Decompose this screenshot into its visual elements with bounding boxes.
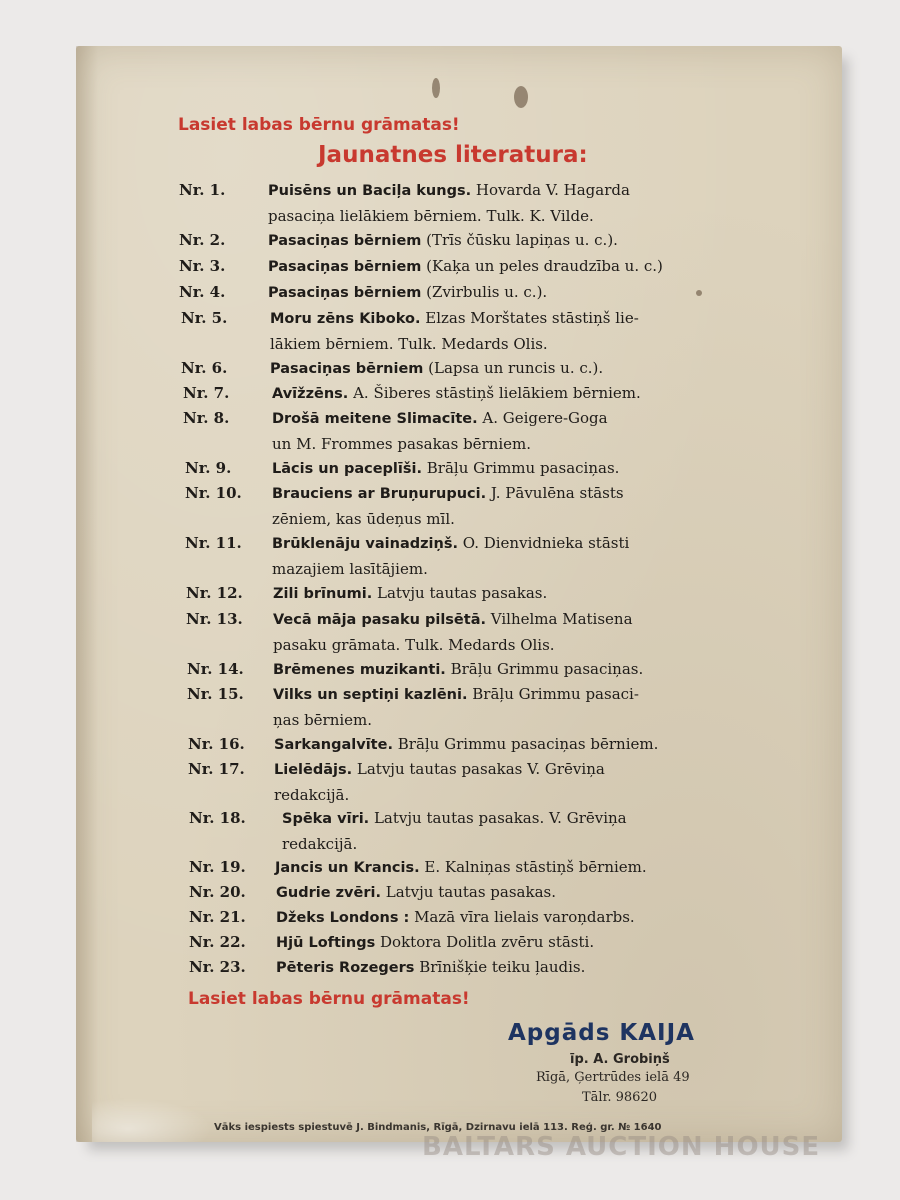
entry-title: Gudrie zvēri. <box>276 885 381 901</box>
entry-number: Nr. 8. <box>183 409 230 427</box>
entry-number: Nr. 4. <box>179 283 226 301</box>
entry-title: Vilks un septiņi kazlēni. <box>273 687 468 703</box>
entry-number: Nr. 16. <box>188 735 245 753</box>
page-heading: Jaunatnes literatura: <box>318 142 588 168</box>
entry-number: Nr. 10. <box>185 484 242 502</box>
entry-title: Drošā meitene Slimacīte. <box>272 411 478 427</box>
entry-title: Zili brīnumi. <box>273 586 373 602</box>
entry-title: Lielēdājs. <box>274 762 353 778</box>
entry-description: J. Pāvulēna stāsts <box>490 484 624 502</box>
entry-description: Latvju tautas pasakas V. Grēviņa <box>356 760 605 778</box>
entry-title: Lācis un paceplīši. <box>272 461 422 477</box>
entry-description: Vilhelma Matisena <box>490 610 633 628</box>
entry-number: Nr. 3. <box>179 257 226 275</box>
entry-number: Nr. 6. <box>181 359 228 377</box>
entry-number: Nr. 17. <box>188 760 245 778</box>
entry-title: Avīžzēns. <box>272 386 349 402</box>
entry-description-continued: redakcijā. <box>282 835 358 853</box>
printer-line: Vāks iespiests spiestuvē J. Bindmanis, Rīgā, Dzirnavu ielā 113. Reģ. gr. № 1640 <box>214 1122 662 1133</box>
slogan-top: Lasiet labas bērnu grāmatas! <box>178 115 460 135</box>
entry-title: Brūklenāju vainadziņš. <box>272 536 458 552</box>
entry-description: Brīnišķie teiku ļaudis. <box>419 958 586 976</box>
entry-title: Pasaciņas bērniem <box>268 259 422 275</box>
entry-description: Mazā vīra lielais varoņdarbs. <box>414 908 635 926</box>
entry-title: Brēmenes muzikanti. <box>273 662 446 678</box>
entry-title: Brauciens ar Bruņurupuci. <box>272 486 487 502</box>
entry-description: Brāļu Grimmu pasaciņas. <box>450 660 644 678</box>
entry-description: Hovarda V. Hagarda <box>475 181 630 199</box>
slogan-bottom: Lasiet labas bērnu grāmatas! <box>188 989 470 1009</box>
entry-number: Nr. 18. <box>189 809 246 827</box>
entry-title: Džeks Londons : <box>276 910 410 926</box>
entry-description-continued: pasaciņa lielākiem bērniem. Tulk. K. Vilde. <box>268 207 594 225</box>
entry-number: Nr. 7. <box>183 384 230 402</box>
entry-description: (Lapsa un runcis u. c.). <box>428 359 604 377</box>
entry-number: Nr. 12. <box>186 584 243 602</box>
entry-title: Pasaciņas bērniem <box>268 285 422 301</box>
entry-description: Latvju tautas pasakas. V. Grēviņa <box>373 809 627 827</box>
entry-description: Latvju tautas pasakas. <box>385 883 556 901</box>
entry-description: Elzas Morštates stāstiņš lie- <box>425 309 639 327</box>
entry-title: Puisēns un Baciļa kungs. <box>268 183 472 199</box>
entry-title: Moru zēns Kiboko. <box>270 311 421 327</box>
entry-number: Nr. 20. <box>189 883 246 901</box>
entry-number: Nr. 15. <box>187 685 244 703</box>
entry-description: A. Šiberes stāstiņš lielākiem bērniem. <box>353 384 641 402</box>
entry-description: (Zvirbulis u. c.). <box>426 283 548 301</box>
corner-wear <box>92 1098 212 1142</box>
entry-description-continued: pasaku grāmata. Tulk. Medards Olis. <box>273 636 555 654</box>
entry-description-continued: lākiem bērniem. Tulk. Medards Olis. <box>270 335 548 353</box>
entry-title: Spēka vīri. <box>282 811 370 827</box>
publisher-address: Rīgā, Ģertrūdes ielā 49 <box>536 1070 690 1085</box>
publisher-owner: īp. A. Grobiņš <box>570 1052 670 1067</box>
entry-number: Nr. 13. <box>186 610 243 628</box>
publisher-name: Apgāds KAIJA <box>508 1020 695 1046</box>
cover-spine-edge <box>76 46 98 1142</box>
entry-number: Nr. 5. <box>181 309 228 327</box>
entry-title: Vecā māja pasaku pilsētā. <box>273 612 486 628</box>
entry-description: Latvju tautas pasakas. <box>377 584 548 602</box>
paper-stain <box>696 290 702 296</box>
entry-number: Nr. 22. <box>189 933 246 951</box>
entry-title: Jancis un Krancis. <box>275 860 420 876</box>
publisher-phone: Tālr. 98620 <box>582 1090 657 1105</box>
entry-number: Nr. 14. <box>187 660 244 678</box>
entry-description-continued: un M. Frommes pasakas bērniem. <box>272 435 532 453</box>
paper-stain <box>514 86 528 108</box>
entry-title: Pasaciņas bērniem <box>270 361 424 377</box>
entry-title: Hjū Loftings <box>276 935 376 951</box>
entry-title: Pēteris Rozegers <box>276 960 415 976</box>
entry-description-continued: mazajiem lasītājiem. <box>272 560 428 578</box>
entry-number: Nr. 23. <box>189 958 246 976</box>
entry-description-continued: ņas bērniem. <box>273 711 373 729</box>
entry-number: Nr. 21. <box>189 908 246 926</box>
paper-stain <box>432 78 440 98</box>
entry-description-continued: redakcijā. <box>274 786 350 804</box>
entry-description: E. Kalniņas stāstiņš bērniem. <box>424 858 647 876</box>
entry-number: Nr. 2. <box>179 231 226 249</box>
entry-description: A. Geigere-Goga <box>482 409 608 427</box>
entry-number: Nr. 11. <box>185 534 242 552</box>
entry-number: Nr. 9. <box>185 459 232 477</box>
entry-description-continued: zēniem, kas ūdeņus mīl. <box>272 510 455 528</box>
entry-description: Doktora Dolitla zvēru stāsti. <box>380 933 595 951</box>
entry-title: Sarkangalvīte. <box>274 737 393 753</box>
entry-description: (Kaķa un peles draudzība u. c.) <box>426 257 663 275</box>
entry-description: Brāļu Grimmu pasaci- <box>472 685 639 703</box>
entry-number: Nr. 1. <box>179 181 226 199</box>
entry-description: Brāļu Grimmu pasaciņas. <box>426 459 620 477</box>
entry-description: Brāļu Grimmu pasaciņas bērniem. <box>397 735 659 753</box>
entry-description: (Trīs čūsku lapiņas u. c.). <box>426 231 618 249</box>
entry-number: Nr. 19. <box>189 858 246 876</box>
watermark: BALTARS AUCTION HOUSE <box>422 1132 821 1162</box>
entry-description: O. Dienvidnieka stāsti <box>462 534 630 552</box>
entry-title: Pasaciņas bērniem <box>268 233 422 249</box>
